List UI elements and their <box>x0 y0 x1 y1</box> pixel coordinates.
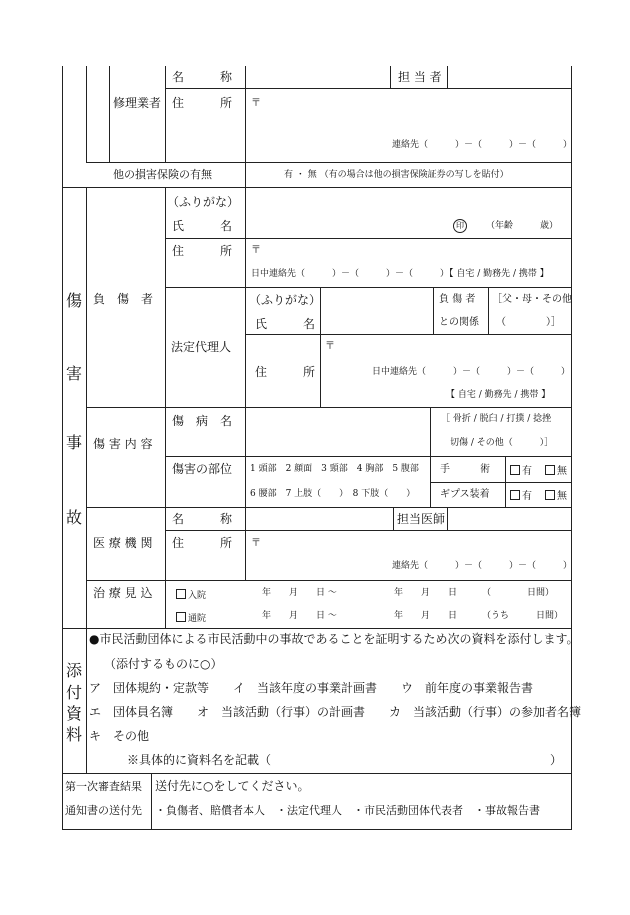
col-393-med <box>393 507 394 530</box>
injured-stamp <box>453 219 467 233</box>
first-review-instruction: 送付先に○をしてください。 <box>155 779 310 793</box>
col-245-med <box>245 507 246 580</box>
medical-contact: 連絡先（ ）－（ ）－（ ） <box>392 561 573 571</box>
treatment-outpatient-start: 年 月 日 〜 <box>262 611 337 621</box>
injured-section-label: 負 傷 者 <box>93 292 154 306</box>
attach-char-1: 添 <box>66 661 83 680</box>
legal-rep-name-label: 氏 名 <box>255 317 316 331</box>
col-390-top <box>390 66 391 88</box>
injury-parts-row-1: 1 頭部 2 顔面 3 頸部 4 胸部 5 腹部 <box>250 464 419 474</box>
attach-note: （添付するものに○） <box>104 657 223 671</box>
repairer-address-label: 住 所 <box>172 96 233 110</box>
cast-yes-checkbox[interactable] <box>510 490 520 500</box>
outpatient-checkbox[interactable] <box>176 612 186 622</box>
injury-section-label: 傷 害 内 容 <box>93 437 153 451</box>
legal-rep-relation-paren: （ ）］ <box>496 317 561 328</box>
treatment-outpatient-end: 年 月 日 <box>394 611 458 621</box>
injured-age: （年齢 歳） <box>486 221 559 231</box>
cast-no <box>545 490 567 502</box>
injured-postal-mark: 〒 <box>251 245 261 256</box>
col-151-review <box>151 773 152 829</box>
legal-rep-furigana-label: （ふりがな） <box>249 293 322 307</box>
col-86-top <box>86 66 87 162</box>
injury-surgery-label: 手 術 <box>440 464 490 475</box>
col-165-top <box>165 66 166 162</box>
cast-no-label: 無 <box>557 491 567 502</box>
medical-section-label: 医 療 機 関 <box>93 536 153 550</box>
accident-char-2: 害 <box>66 364 83 383</box>
attach-char-2: 付 <box>66 683 83 702</box>
col-430-injury <box>430 407 431 456</box>
row-628 <box>62 628 571 629</box>
first-review-options: ・負傷者、賠償者本人 ・法定代理人 ・市民活動団体代表者 ・事故報告書 <box>155 804 540 817</box>
first-review-label-1: 第一次審査結果 <box>65 780 142 793</box>
row-773 <box>62 773 571 774</box>
row-507 <box>86 507 571 508</box>
col-433-legal <box>433 287 434 334</box>
col-86-attach <box>86 628 87 773</box>
col-447-top <box>447 66 448 88</box>
col-245-injury <box>245 407 246 507</box>
surgery-no <box>545 465 567 477</box>
treatment-outpatient <box>176 612 206 624</box>
surgery-yes-checkbox[interactable] <box>510 465 520 475</box>
repairer-postal-mark: 〒 <box>251 98 261 109</box>
treatment-label: 治 療 見 込 <box>93 586 153 600</box>
row-88 <box>165 88 571 89</box>
attach-char-3: 資 <box>66 704 83 723</box>
outer-bottom-border <box>62 829 572 830</box>
row-334 <box>245 334 571 335</box>
legal-rep-contact-type: 【 自宅 / 勤務先 / 携帯 】 <box>446 390 551 400</box>
legal-rep-address-label: 住 所 <box>255 365 316 379</box>
col-245-legal <box>245 287 246 407</box>
injury-part-label: 傷害の部位 <box>172 462 233 476</box>
cast-no-checkbox[interactable] <box>545 490 555 500</box>
attach-char-4: 料 <box>66 725 83 744</box>
row-162 <box>86 162 571 163</box>
cast-yes <box>510 490 532 502</box>
legal-rep-section-label: 法定代理人 <box>171 340 232 354</box>
legal-rep-relation-label-2: との関係 <box>439 317 479 328</box>
surgery-yes-label: 有 <box>522 466 532 477</box>
col-447-med <box>447 507 448 530</box>
col-245-ins <box>245 162 246 187</box>
row-407 <box>86 407 571 408</box>
attach-line-3: キ その他 <box>89 729 150 743</box>
attach-line-4-close: ） <box>550 753 563 767</box>
medical-doctor-label: 担当医師 <box>397 512 446 526</box>
attach-line-2: エ 団体員名簿 オ 当該活動（行事）の計画書 カ 当該活動（行事）の参加者名簿 <box>89 705 582 719</box>
treatment-inpatient-end: 年 月 日 <box>394 588 458 598</box>
attach-line-4: ※具体的に資料名を記載（ <box>127 753 272 767</box>
injured-address-label: 住 所 <box>172 244 233 258</box>
injury-type-options-2: 切傷 / その他（ ）］ <box>450 438 554 448</box>
attach-intro: ●市民活動団体による市民活動中の事故であることを証明するため次の資料を添付します。 <box>89 632 579 646</box>
medical-name-label: 名 称 <box>172 512 233 526</box>
injured-day-contact: 日中連絡先（ ）－（ ）－（ ）【 自宅 / 勤務先 / 携帯 】 <box>251 269 549 279</box>
accident-char-3: 事 <box>66 433 83 452</box>
repairer-name-label: 名 称 <box>172 70 233 84</box>
row-187 <box>62 187 571 188</box>
first-review-label-2: 通知書の送付先 <box>65 804 142 817</box>
seal-mark: 印 <box>453 219 467 233</box>
legal-rep-postal-mark: 〒 <box>325 341 335 352</box>
col-245-addr <box>245 88 246 162</box>
injury-type-options: ［ 骨折 / 脱臼 / 打撲 / 捻挫 <box>441 414 552 424</box>
legal-rep-relation-label-1: 負 傷 者 <box>439 294 476 305</box>
attach-line-1: ア 団体規約・定款等 イ 当該年度の事業計画書 ウ 前年度の事業報告書 <box>89 681 534 695</box>
injury-disease-label: 傷 病 名 <box>172 414 233 428</box>
row-580 <box>86 580 571 581</box>
col-488-legal <box>488 287 489 334</box>
legal-rep-relation-options: ［父・母・その他 <box>492 294 572 305</box>
accident-char-1: 傷 <box>66 291 83 310</box>
legal-rep-day-contact: 日中連絡先（ ）－（ ）－（ ） <box>372 367 571 377</box>
injured-furigana-label: （ふりがな） <box>167 195 240 209</box>
inpatient-checkbox[interactable] <box>176 589 186 599</box>
row-530 <box>165 530 571 531</box>
injury-cast-label: ギプス装着 <box>440 489 490 500</box>
injury-parts-row-2: 6 腰部 7 上肢（ ） 8 下肢（ ） <box>250 489 416 499</box>
other-insurance-value: 有 ・ 無 （有の場合は他の損害保険証券の写しを貼付） <box>284 170 509 180</box>
inpatient-label: 入院 <box>188 591 207 601</box>
surgery-no-checkbox[interactable] <box>545 465 555 475</box>
surgery-no-label: 無 <box>557 466 567 477</box>
medical-postal-mark: 〒 <box>251 538 261 549</box>
col-245-top <box>245 66 246 88</box>
accident-char-4: 故 <box>66 508 83 527</box>
treatment-outpatient-days: （うち 日間） <box>482 611 564 621</box>
row-287 <box>165 287 571 288</box>
surgery-yes <box>510 465 532 477</box>
row-238 <box>165 238 571 239</box>
outpatient-label: 通院 <box>188 614 207 624</box>
repairer-contact: 連絡先（ ）－（ ）－（ ） <box>392 140 573 150</box>
outer-left-border <box>62 66 63 830</box>
treatment-inpatient <box>176 589 206 601</box>
injured-name-label: 氏 名 <box>172 219 233 233</box>
col-109-top <box>109 66 110 162</box>
medical-address-label: 住 所 <box>172 536 233 550</box>
cast-yes-label: 有 <box>522 491 532 502</box>
treatment-inpatient-start: 年 月 日 〜 <box>262 588 337 598</box>
other-insurance-label: 他の損害保険の有無 <box>113 168 212 181</box>
col-245-name <box>245 187 246 287</box>
treatment-inpatient-days: （ 日間） <box>482 588 555 598</box>
row-482 <box>430 482 571 483</box>
repairer-staff-label: 担 当 者 <box>398 70 442 84</box>
repairer-section-label: 修理業者 <box>113 96 162 110</box>
row-456 <box>165 456 571 457</box>
